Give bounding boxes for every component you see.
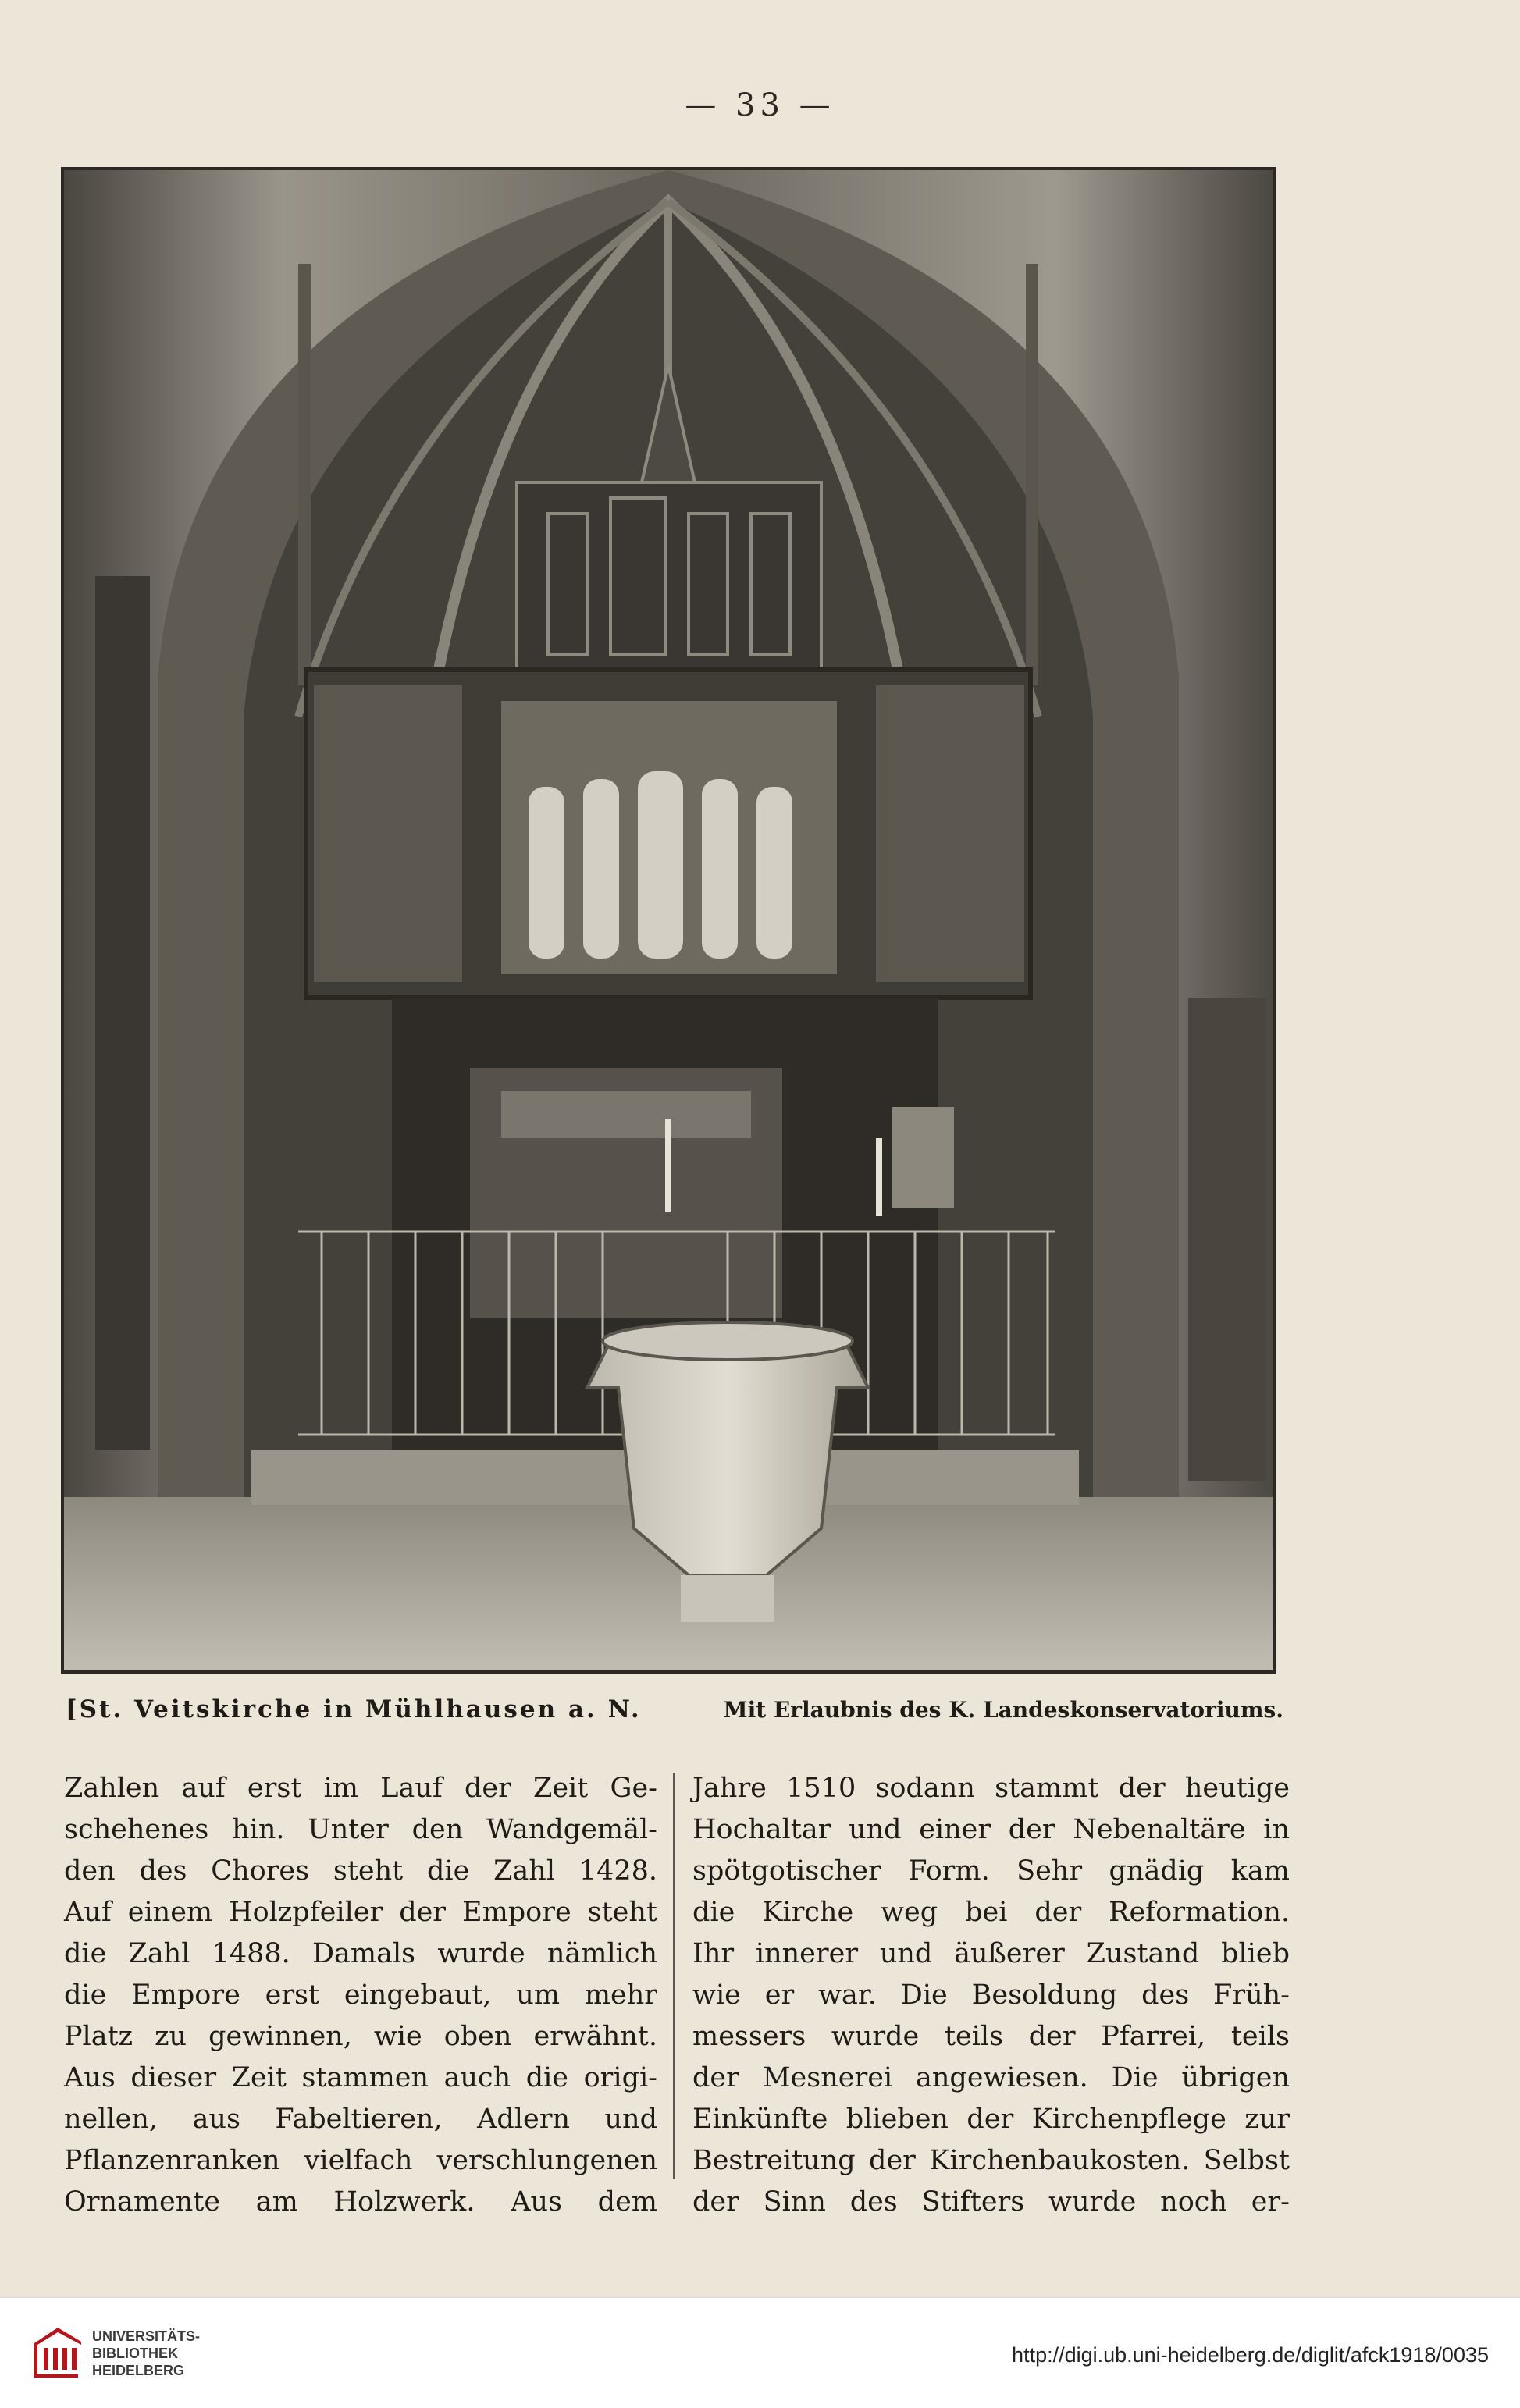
caption-title: [St. Veitskirche in Mühlhausen a. N. [66, 1695, 642, 1723]
photo-caption [66, 1695, 1283, 1736]
text-line: die Kirche weg bei der Reformation. [692, 1897, 1290, 1928]
church-photo [61, 167, 1276, 1674]
text-line: nellen, aus Fabeltieren, Adlern und [64, 2104, 657, 2135]
viewer-footer [0, 2297, 1520, 2408]
page-number: — 33 — [685, 87, 835, 123]
text-line: Einkünfte blieben der Kirchenpflege zur [692, 2104, 1290, 2135]
permalink-url[interactable]: http://digi.ub.uni-heidelberg.de/diglit/afck1918/0035 [1012, 2343, 1489, 2367]
text-line: Aus dieser Zeit stammen auch die origi- [64, 2062, 657, 2093]
column-divider [673, 1773, 675, 2179]
church-chancel-photo-icon [64, 170, 1273, 1670]
text-column-left [64, 1768, 657, 2223]
text-line: messers wurde teils der Pfarrei, teils [692, 2021, 1290, 2052]
text-line: Pflanzenranken vielfach verschlungenen [64, 2145, 657, 2176]
text-line: Platz zu gewinnen, wie oben erwähnt. [64, 2021, 657, 2052]
library-name-line: HEIDELBERG [92, 2363, 185, 2378]
library-logo-icon [31, 2324, 84, 2381]
text-line: Ornamente am Holzwerk. Aus dem [64, 2186, 657, 2218]
text-line: Hochaltar und einer der Nebenaltäre in [692, 1814, 1290, 1845]
text-line: Auf einem Holzpfeiler der Empore steht [64, 1897, 657, 1928]
text-line: den des Chores steht die Zahl 1428. [64, 1855, 657, 1887]
text-line: wie er war. Die Besoldung des Früh- [692, 1979, 1290, 2011]
text-line: spötgotischer Form. Sehr gnädig kam [692, 1855, 1290, 1887]
text-line: Bestreitung der Kirchenbaukosten. Selbst [692, 2145, 1290, 2176]
text-line: die Zahl 1488. Damals wurde nämlich [64, 1938, 657, 1969]
text-line: der Sinn des Stifters wurde noch er- [692, 2186, 1290, 2218]
text-line: Jahre 1510 sodann stammt der heutige [692, 1773, 1290, 1804]
text-line: die Empore erst eingebaut, um mehr [64, 1979, 657, 2011]
text-line: schehenes hin. Unter den Wandgemäl- [64, 1814, 657, 1845]
text-line: Zahlen auf erst im Lauf der Zeit Ge- [64, 1773, 657, 1804]
text-line: Ihr innerer und äußerer Zustand blieb [692, 1938, 1290, 1969]
text-line: der Mesnerei angewiesen. Die übrigen [692, 2062, 1290, 2093]
library-name [92, 2328, 200, 2379]
text-column-right [692, 1768, 1290, 2223]
caption-credit: Mit Erlaubnis des K. Landeskonservatoriums. [723, 1697, 1283, 1723]
library-name-line: UNIVERSITÄTS- [92, 2328, 201, 2344]
library-name-line: BIBLIOTHEK [92, 2346, 178, 2361]
